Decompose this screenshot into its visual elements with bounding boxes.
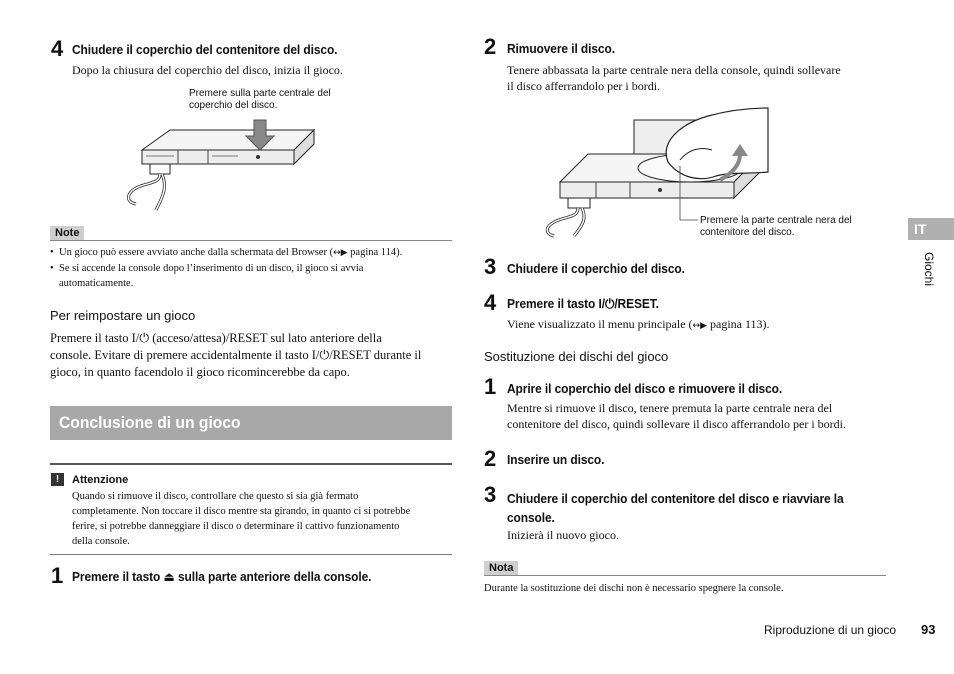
step-number: 1 <box>484 374 497 399</box>
reset-text: Premere il tasto I/⏻ (acceso/attesa)/RESET sul lato anteriore della console. Evitare di premere accidentalmente il tasto I/⏻/RESET durante il gioco, in quanto facendolo il gioco ricomincerebbe da capo. <box>50 331 422 379</box>
divider <box>484 575 886 576</box>
step-number: 4 <box>484 290 497 315</box>
step-title: Chiudere il coperchio del contenitore del disco. <box>72 42 338 57</box>
caution-label: Attenzione <box>72 474 129 486</box>
step-body: Dopo la chiusura del coperchio del disco, inizia il gioco. <box>72 63 343 77</box>
step-number: 3 <box>484 482 497 507</box>
caution-text: Quando si rimuove il disco, controllare che questo si sia già fermato completamente. Non toccare il disco mentre sta girando, in quanto ci si potrebbe ferire, si potrebbe danneggiare il disco o determinare il cattivo funzionamento della console. <box>72 491 411 547</box>
section-title-bar <box>50 406 452 440</box>
nota-label: Nota <box>484 561 518 575</box>
step-title: Chiudere il coperchio del disco. <box>507 261 685 276</box>
language-tab: IT <box>908 218 954 240</box>
step-body: Tenere abbassata la parte centrale nera della console, quindi sollevare il disco afferrandolo per i bordi. <box>507 63 841 93</box>
figure-caption: Premere la parte centrale nera del contenitore del disco. <box>700 215 852 238</box>
nota-text: Durante la sostituzione dei dischi non è necessario spegnere la console. <box>484 583 784 594</box>
step-title: Premere il tasto ⏏ sulla parte anteriore della console. <box>72 569 372 585</box>
step-body: Viene visualizzato il menu principale (↔▶ pagina 113). <box>507 317 770 331</box>
step-number: 2 <box>484 34 497 59</box>
step-title: Inserire un disco. <box>507 452 605 467</box>
subheading: Sostituzione dei dischi del gioco <box>484 349 669 364</box>
note-label: Note <box>50 226 84 240</box>
warning-icon: ! <box>51 473 64 486</box>
step-number: 2 <box>484 446 497 471</box>
section-side-label: Giochi <box>922 252 936 287</box>
step-body: Inizierà il nuovo gioco. <box>507 528 619 542</box>
step-body: Mentre si rimuove il disco, tenere premuta la parte centrale nera del contenitore del disco, quindi sollevare il disco afferrandolo per i bordi. <box>507 401 847 431</box>
note-list <box>50 245 455 291</box>
arrow-reference-icon: ↔▶ <box>692 321 708 331</box>
step-number: 4 <box>51 36 64 61</box>
step-title: Rimuovere il disco. <box>507 41 615 56</box>
step-number: 1 <box>51 563 64 588</box>
page-number: 93 <box>921 622 936 637</box>
note-item: • Se si accende la console dopo l’inserimento di un disco, il gioco si avvia automaticamente. <box>50 261 455 291</box>
subheading: Per reimpostare un gioco <box>50 308 196 323</box>
step-number: 3 <box>484 254 497 279</box>
divider <box>50 463 452 465</box>
arrow-reference-icon: ↔▶ <box>333 248 348 258</box>
divider <box>50 240 452 241</box>
step-title: Aprire il coperchio del disco e rimuovere il disco. <box>507 381 783 396</box>
eject-icon: ⏏ <box>163 570 175 585</box>
divider <box>50 554 452 555</box>
step-title: Premere il tasto I/⏻/RESET. <box>507 296 659 311</box>
console-closing-illustration <box>118 118 328 214</box>
footer-title: Riproduzione di un gioco <box>764 623 897 637</box>
figure-caption: Premere sulla parte centrale del coperchio del disco. <box>189 88 331 111</box>
section-title: Conclusione di un gioco <box>59 413 241 432</box>
note-item: • Un gioco può essere avviato anche dalla schermata del Browser (↔▶ pagina 114). <box>50 245 455 261</box>
step-title: Chiudere il coperchio del contenitore del disco e riavviare la console. <box>507 491 844 525</box>
